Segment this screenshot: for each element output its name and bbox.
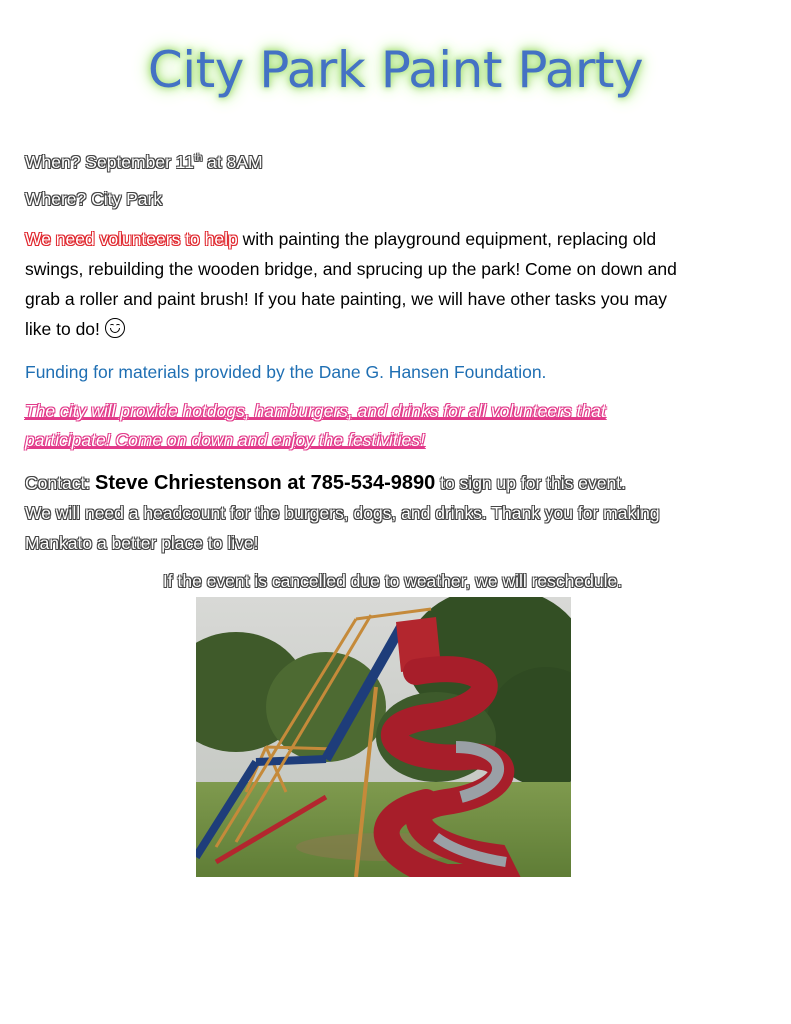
funding-line: Funding for materials provided by the Dane G. Hansen Foundation. [25, 362, 547, 382]
contact-name-phone: Steve Chriestenson at 785-534-9890 [95, 472, 436, 494]
food-paragraph: The city will provide hotdogs, hamburgers, and drinks for all volunteers that participate! Come on down and enjoy the festivities! [25, 401, 606, 450]
smiley-icon [105, 318, 125, 338]
when-line: When? September 11th at 8AM [25, 151, 263, 172]
volunteers-highlight: We need volunteers to help [25, 229, 238, 249]
slide-photo [196, 597, 571, 877]
where-line: Where? City Park [25, 189, 163, 209]
page-title: City Park Paint Party [147, 41, 644, 99]
weather-note: If the event is cancelled due to weather, we will reschedule. [162, 571, 623, 591]
contact-paragraph: Contact: Steve Chriestenson at 785-534-9890 to sign up for this event. We will need a headcount for the burgers, dogs, and drinks. Thank you for making Mankato a better place to live! [25, 472, 660, 553]
volunteers-paragraph: We need volunteers to help with painting the playground equipment, replacing old swings, rebuilding the wooden bridge, and sprucing up the park! Come on down and grab a roller and paint brush! If you hate painting, we will have other tasks you may like to do! [25, 229, 677, 339]
